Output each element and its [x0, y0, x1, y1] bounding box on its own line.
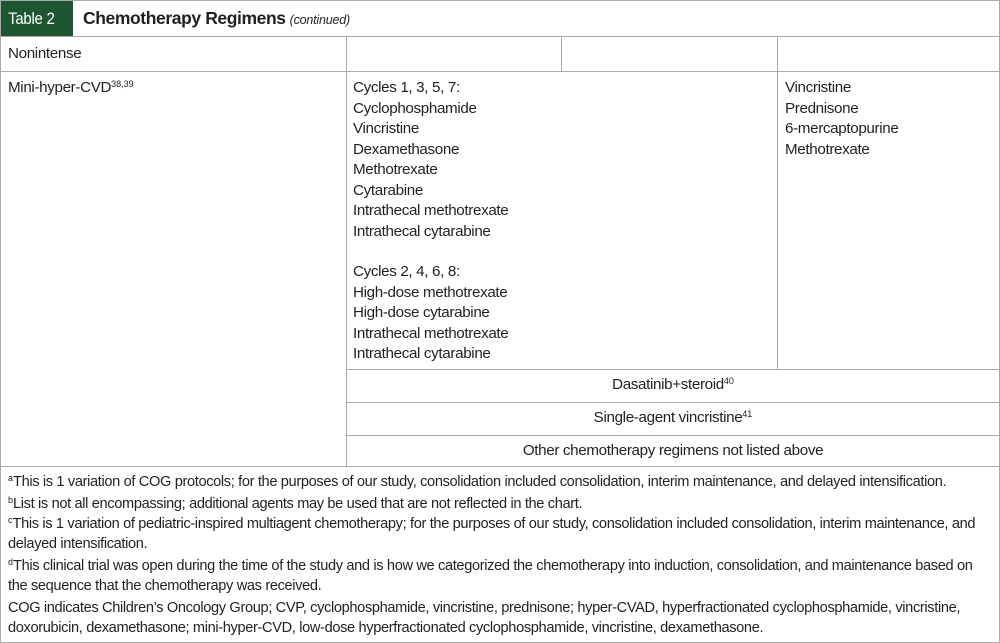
row-divider — [1, 466, 999, 467]
column-divider — [777, 37, 778, 369]
drug-item: Vincristine — [353, 120, 419, 137]
footnote-text: This is 1 variation of COG protocols; for the purposes of our study, consolidation included consolidation, interim maintenance, and delayed intensification. — [13, 474, 947, 490]
drug-item: High-dose cytarabine — [353, 304, 490, 321]
span-row-text: Single-agent vincristine — [593, 409, 743, 426]
footnote-mark: b — [8, 495, 14, 505]
footnote-text: List is not all encompassing; additional agents may be used that are not reflected in the chart. — [13, 496, 583, 512]
table-tag-box — [1, 1, 73, 36]
drug-item: Intrathecal methotrexate — [353, 202, 509, 219]
drug-item: Intrathecal cytarabine — [353, 345, 491, 362]
regimen-name: Mini-hyper-CVD — [8, 79, 112, 96]
cycle-group-heading: Cycles 1, 3, 5, 7: — [353, 79, 460, 96]
footnote-text: This clinical trial was open during the time of the study and is how we categorized the chemotherapy into induction, consolidation, and maintenance based on the sequence that the chemotherapy was received. — [8, 558, 973, 594]
column-divider — [346, 37, 347, 466]
span-row-other — [347, 441, 999, 462]
drug-item: Dexamethasone — [353, 140, 460, 158]
footnote-mark: c — [8, 515, 13, 525]
table-number-tag: Table 2 — [8, 8, 55, 28]
drug-item: Vincristine — [785, 79, 851, 96]
span-row-dasatinib — [347, 375, 999, 396]
row-divider — [346, 369, 999, 370]
footnote-mark: d — [8, 557, 14, 567]
table-header — [1, 1, 999, 37]
footnote-d — [8, 557, 993, 596]
abbreviations-note: COG indicates Children’s Oncology Group; CVP, cyclophosphamide, vincristine, prednisone; hyper-CVAD, hyperfractionated cyclophosphamide, vincristine, doxorubicin, dexamethasone; mini-hyper-CVD, low-dose hyperfractionated cyclophosphamide, vincristine, dexamethasone. — [8, 600, 961, 636]
regimen-name-cell — [8, 78, 134, 99]
table-title — [83, 8, 350, 29]
row-divider — [1, 71, 999, 72]
drug-item: Cyclophosphamide — [353, 99, 477, 117]
drug-item: Methotrexate — [353, 161, 438, 178]
drug-item: High-dose methotrexate — [353, 283, 508, 301]
cycle-group-heading: Cycles 2, 4, 6, 8: — [353, 263, 460, 280]
span-row-text: Dasatinib+steroid — [612, 376, 724, 393]
footnote-b — [8, 495, 993, 515]
span-row-ref: 41 — [742, 409, 753, 419]
section-label: Nonintense — [8, 45, 82, 62]
drug-item: Intrathecal methotrexate — [353, 324, 509, 342]
maintenance-cell — [785, 78, 898, 160]
column-divider — [561, 37, 562, 71]
row-divider — [346, 435, 999, 436]
drug-item: Intrathecal cytarabine — [353, 222, 491, 240]
drug-item: Methotrexate — [785, 140, 870, 158]
row-divider — [346, 402, 999, 403]
table-title-suffix: (continued) — [289, 13, 350, 27]
span-row-ref: 40 — [723, 376, 734, 386]
table-title-text: Chemotherapy Regimens — [83, 8, 286, 28]
regimen-refs: 38,39 — [111, 79, 134, 89]
footnote-text: This is 1 variation of pediatric-inspired multiagent chemotherapy; for the purposes of our study, consolidation included consolidation, interim maintenance, and delayed intensification. — [8, 516, 976, 552]
drug-item: Cytarabine — [353, 181, 423, 199]
consolidation-cell — [353, 78, 508, 365]
span-row-text: Other chemotherapy regimens not listed above — [522, 442, 824, 459]
footnote-a — [8, 473, 993, 493]
drug-item: Prednisone — [785, 99, 859, 117]
footnote-c — [8, 515, 993, 554]
footnote-mark: a — [8, 473, 14, 483]
drug-item: 6-mercaptopurine — [785, 120, 899, 137]
group-spacer — [353, 242, 508, 262]
span-row-vincristine — [347, 408, 999, 429]
